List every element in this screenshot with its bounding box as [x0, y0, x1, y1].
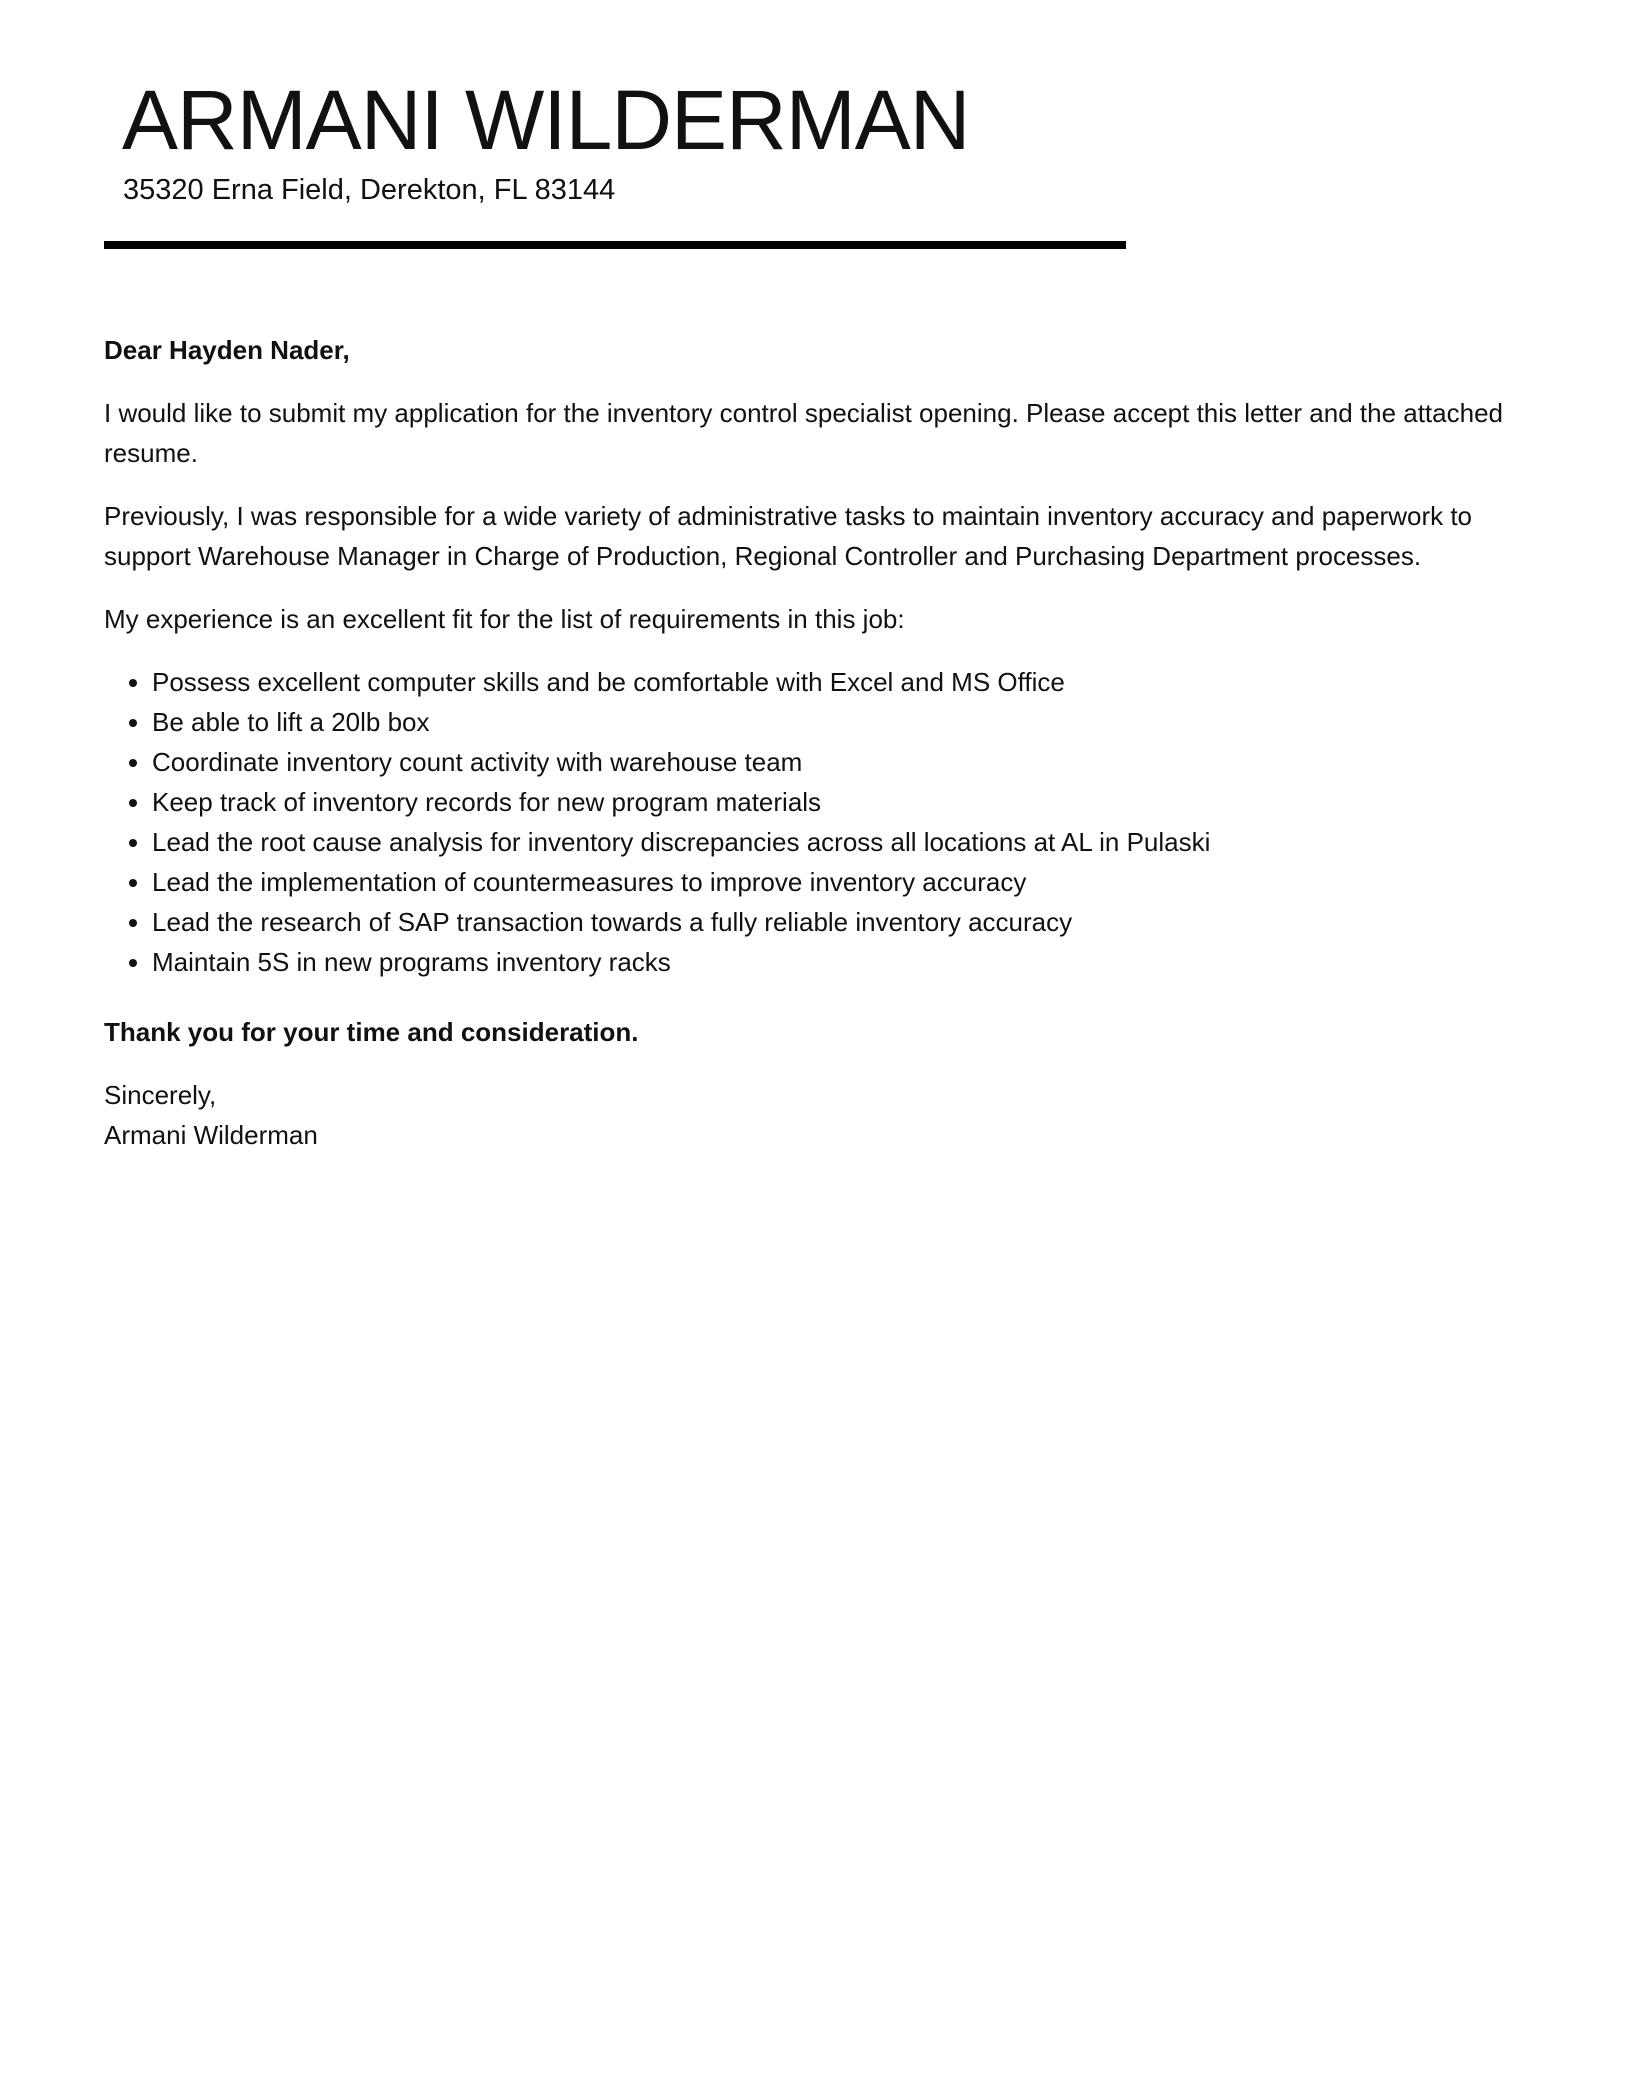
list-item: • Lead the root cause analysis for inventory discrepancies across all locations at AL in Pulaski	[152, 822, 1524, 862]
requirements-list	[104, 662, 1524, 982]
greeting: Dear Hayden Nader,	[104, 335, 350, 365]
list-item: • Lead the research of SAP transaction towards a fully reliable inventory accuracy	[152, 902, 1524, 942]
paragraph-experience: Previously, I was responsible for a wide variety of administrative tasks to maintain inventory accuracy and paperwork to support Warehouse Manager in Charge of Production, Regional Controller and Purchasing Department processes.	[104, 501, 1473, 571]
list-item: • Be able to lift a 20lb box	[152, 702, 1524, 742]
paragraph-fit: My experience is an excellent fit for the list of requirements in this job:	[104, 604, 905, 634]
list-item: • Coordinate inventory count activity with warehouse team	[152, 742, 1524, 782]
header-divider	[104, 241, 1126, 249]
closing: Sincerely,	[104, 1080, 217, 1110]
signature: Armani Wilderman	[104, 1120, 318, 1150]
list-item: • Lead the implementation of countermeasures to improve inventory accuracy	[152, 862, 1524, 902]
paragraph-intro: I would like to submit my application for the inventory control specialist opening. Please accept this letter and the attached resume.	[104, 398, 1503, 468]
list-item: • Possess excellent computer skills and be comfortable with Excel and MS Office	[152, 662, 1524, 702]
list-item: • Maintain 5S in new programs inventory racks	[152, 942, 1524, 982]
list-item: • Keep track of inventory records for new program materials	[152, 782, 1524, 822]
applicant-address: 35320 Erna Field, Derekton, FL 83144	[123, 174, 616, 206]
applicant-name: ARMANI WILDERMAN	[122, 73, 970, 167]
thanks-line: Thank you for your time and consideration.	[104, 1017, 639, 1047]
letter-body	[104, 330, 1524, 1155]
